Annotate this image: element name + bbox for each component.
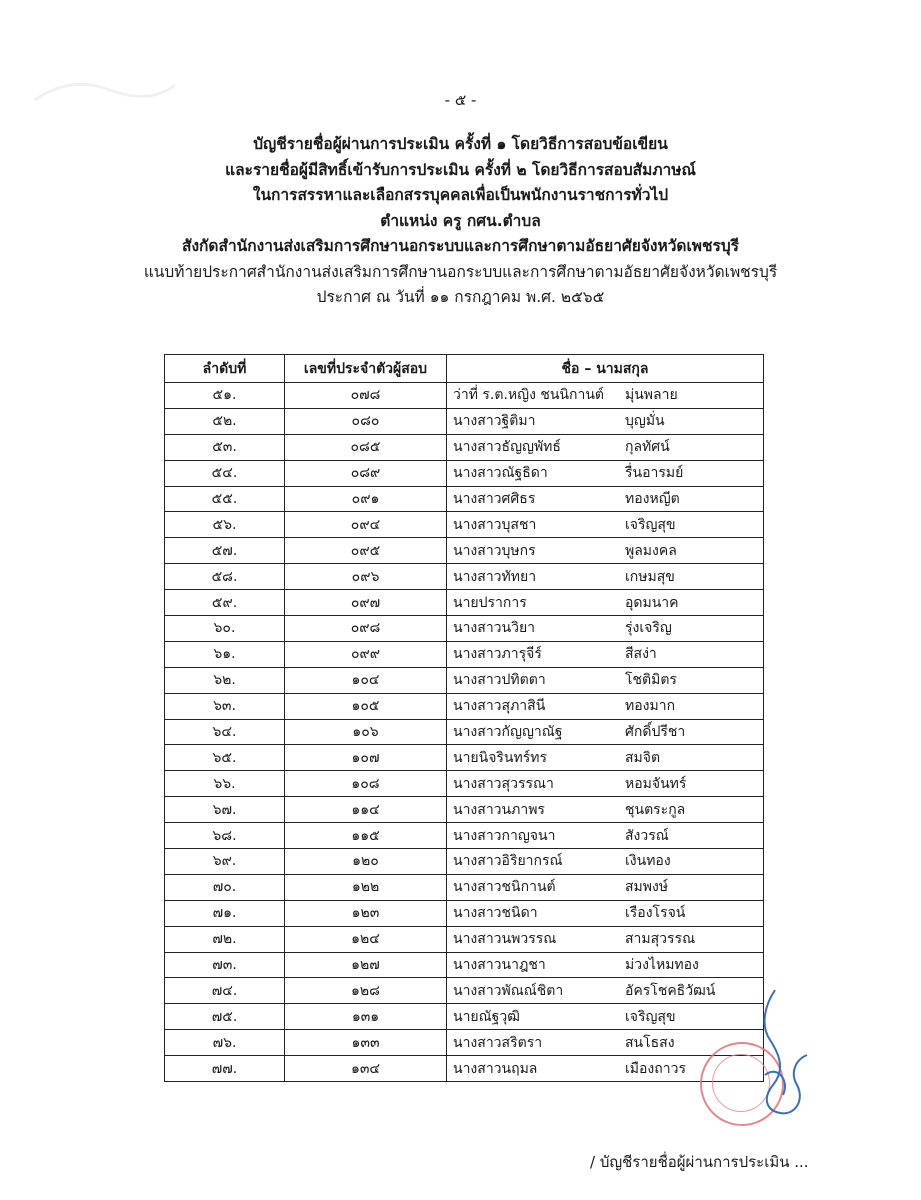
last-name: เจริญสุข: [625, 1008, 676, 1025]
last-name: เจริญสุข: [625, 516, 676, 533]
cell-order: ๖๑.: [165, 641, 285, 667]
table-row: [165, 408, 764, 434]
table-row: [165, 486, 764, 512]
table-row: [165, 745, 764, 771]
cell-full-name: [447, 978, 764, 1004]
cell-exam-number: ๑๐๔: [285, 667, 447, 693]
first-name: นางสาวปทิตตา: [453, 672, 546, 689]
cell-exam-number: ๑๒๔: [285, 926, 447, 952]
cell-exam-number: ๑๐๖: [285, 719, 447, 745]
cell-full-name: [447, 564, 764, 590]
first-name: นางสาวชนิดา: [453, 905, 538, 922]
header-exam-number: เลขที่ประจำตัวผู้สอบ: [285, 355, 447, 383]
cell-full-name: [447, 849, 764, 875]
table-row: [165, 926, 764, 952]
last-name: สีสง่า: [625, 646, 657, 663]
last-name: มุ่นพลาย: [625, 387, 678, 404]
cell-order: ๖๐.: [165, 616, 285, 642]
cell-order: ๕๑.: [165, 383, 285, 409]
last-name: กุลทัศน์: [625, 439, 670, 456]
table-row: [165, 512, 764, 538]
cell-exam-number: ๑๓๔: [285, 1056, 447, 1082]
signature: [735, 985, 815, 1120]
cell-full-name: [447, 797, 764, 823]
table-body: [165, 383, 764, 1082]
last-name: ทองหญีต: [625, 491, 680, 507]
cell-order: ๖๘.: [165, 823, 285, 849]
table-row: [165, 952, 764, 978]
first-name: นางสาวนาฎชา: [453, 957, 546, 974]
table-row: [165, 693, 764, 719]
cell-full-name: [447, 641, 764, 667]
last-name: ศักดิ์ปรีชา: [625, 724, 686, 741]
table-row: [165, 1004, 764, 1030]
cell-order: ๕๘.: [165, 564, 285, 590]
cell-exam-number: ๑๑๔: [285, 797, 447, 823]
cell-order: ๖๕.: [165, 745, 285, 771]
cell-order: ๕๖.: [165, 512, 285, 538]
cell-full-name: [447, 667, 764, 693]
first-name: นางสาวนฤมล: [453, 1060, 538, 1077]
last-name: สามสุวรรณ: [625, 931, 696, 948]
last-name: เงินทอง: [625, 853, 671, 870]
cell-full-name: [447, 434, 764, 460]
first-name: นางสาวณัฐธิดา: [453, 465, 548, 482]
document-heading: [0, 132, 921, 311]
last-name: บุญมั่น: [625, 413, 665, 430]
cell-exam-number: ๐๘๐: [285, 408, 447, 434]
cell-full-name: [447, 486, 764, 512]
table-row: [165, 667, 764, 693]
cell-order: ๕๒.: [165, 408, 285, 434]
last-name: รุ่งเจริญ: [625, 620, 672, 637]
heading-line: บัญชีรายชื่อผู้ผ่านการประเมิน ครั้งที่ ๑ โดยวิธีการสอบข้อเขียน: [253, 135, 668, 153]
cell-order: ๗๕.: [165, 1004, 285, 1030]
continue-note: / บัญชีรายชื่อผู้ผ่านการประเมิน ...: [590, 1153, 809, 1171]
cell-exam-number: ๐๙๑: [285, 486, 447, 512]
first-name: นางสาวนภาพร: [453, 801, 545, 818]
heading-line: สังกัดสำนักงานส่งเสริมการศึกษานอกระบบและการศึกษาตามอัธยาศัยจังหวัดเพชรบุรี: [182, 237, 739, 255]
cell-full-name: [447, 460, 764, 486]
first-name: นางสาวชนิกานต์: [453, 879, 556, 896]
table-row: [165, 590, 764, 616]
last-name: สังวรณ์: [625, 827, 669, 844]
first-name: นางสาวทัทยา: [453, 568, 537, 585]
cell-full-name: [447, 874, 764, 900]
table-row: [165, 874, 764, 900]
table-row: [165, 978, 764, 1004]
cell-exam-number: ๐๙๘: [285, 616, 447, 642]
cell-exam-number: ๐๙๔: [285, 512, 447, 538]
cell-order: ๕๕.: [165, 486, 285, 512]
first-name: นางสาวอิริยากรณ์: [453, 853, 563, 870]
cell-full-name: [447, 512, 764, 538]
first-name: ว่าที่ ร.ต.หญิง ชนนิกานต์: [453, 387, 604, 404]
last-name: เมืองถาวร: [625, 1060, 686, 1077]
cell-order: ๖๖.: [165, 771, 285, 797]
cell-full-name: [447, 590, 764, 616]
cell-order: ๕๔.: [165, 460, 285, 486]
last-name: ทองมาก: [625, 698, 676, 715]
first-name: นางสาวศศิธร: [453, 491, 536, 507]
cell-full-name: [447, 616, 764, 642]
first-name: นางสาวสุวรรณา: [453, 775, 554, 792]
cell-order: ๖๓.: [165, 693, 285, 719]
last-name: สมจิต: [625, 749, 661, 766]
cell-order: ๖๙.: [165, 849, 285, 875]
cell-exam-number: ๐๙๗: [285, 590, 447, 616]
table-row: [165, 1056, 764, 1082]
heading-line: และรายชื่อผู้มีสิทธิ์เข้ารับการประเมิน ครั้งที่ ๒ โดยวิธีการสอบสัมภาษณ์: [225, 160, 696, 179]
cell-order: ๗๑.: [165, 900, 285, 926]
last-name: หอมจันทร์: [625, 775, 687, 792]
heading-line: ในการสรรหาและเลือกสรรบุคคลเพื่อเป็นพนักงานราชการทั่วไป: [252, 186, 669, 204]
cell-exam-number: ๐๘๕: [285, 434, 447, 460]
first-name: นางสาวนพวรรณ: [453, 931, 557, 948]
last-name: พูลมงคล: [625, 542, 677, 559]
cell-exam-number: ๐๙๕: [285, 538, 447, 564]
table-row: [165, 383, 764, 409]
cell-order: ๕๙.: [165, 590, 285, 616]
table-row: [165, 823, 764, 849]
cell-order: ๗๗.: [165, 1056, 285, 1082]
table-row: [165, 771, 764, 797]
first-name: นางสาวพัณณ์ชิตา: [453, 982, 564, 999]
cell-exam-number: ๐๗๘: [285, 383, 447, 409]
first-name: นางสาวสริตรา: [453, 1034, 543, 1051]
cell-exam-number: ๑๐๗: [285, 745, 447, 771]
table-row: [165, 564, 764, 590]
first-name: นางสาวฐิติมา: [453, 413, 536, 430]
cell-order: ๖๗.: [165, 797, 285, 823]
header-order: ลำดับที่: [165, 355, 285, 383]
subheading-line: แนบท้ายประกาศสำนักงานส่งเสริมการศึกษานอกระบบและการศึกษาตามอัธยาศัยจังหวัดเพชรบุรี: [143, 262, 778, 281]
first-name: นางสาวบุสชา: [453, 516, 537, 533]
cell-exam-number: ๑๒๐: [285, 849, 447, 875]
first-name: นายนิจรินทร์ทร: [453, 749, 547, 766]
cell-exam-number: ๑๒๗: [285, 952, 447, 978]
cell-exam-number: ๑๓๑: [285, 1004, 447, 1030]
heading-line: ตำแหน่ง ครู กศน.ตำบล: [380, 211, 541, 230]
cell-exam-number: ๑๑๕: [285, 823, 447, 849]
first-name: นางสาวภารุจีร์: [453, 646, 542, 663]
first-name: นางสาวบุษกร: [453, 542, 536, 559]
cell-order: ๗๐.: [165, 874, 285, 900]
page-number: - ๕ -: [444, 91, 477, 109]
cell-exam-number: ๑๒๒: [285, 874, 447, 900]
first-name: นายปราการ: [453, 594, 527, 611]
last-name: โชติมิตร: [625, 672, 677, 689]
cell-exam-number: ๑๐๘: [285, 771, 447, 797]
cell-exam-number: ๐๘๙: [285, 460, 447, 486]
cell-order: ๗๔.: [165, 978, 285, 1004]
cell-exam-number: ๑๒๓: [285, 900, 447, 926]
last-name: สนโธสง: [625, 1034, 675, 1051]
cell-order: ๖๒.: [165, 667, 285, 693]
table-row: [165, 849, 764, 875]
cell-exam-number: ๐๙๖: [285, 564, 447, 590]
table-row: [165, 797, 764, 823]
cell-exam-number: ๑๒๘: [285, 978, 447, 1004]
cell-full-name: [447, 1004, 764, 1030]
last-name: สมพงษ์: [625, 879, 669, 896]
first-name: นายณัฐวุฒิ: [453, 1008, 520, 1025]
last-name: ม่วงไหมทอง: [625, 957, 699, 974]
cell-full-name: [447, 538, 764, 564]
table-row: [165, 538, 764, 564]
cell-full-name: [447, 926, 764, 952]
cell-full-name: [447, 823, 764, 849]
last-name: อัครโชคธิวัฒน์: [625, 982, 716, 999]
cell-full-name: [447, 408, 764, 434]
subheading-line: ประกาศ ณ วันที่ ๑๑ กรกฎาคม พ.ศ. ๒๕๖๕: [316, 288, 605, 306]
first-name: นางสาวธัญญพัทธ์: [453, 439, 561, 456]
first-name: นางสาวกัญญาณัฐ: [453, 724, 563, 741]
cell-exam-number: ๑๐๕: [285, 693, 447, 719]
cell-full-name: [447, 900, 764, 926]
cell-order: ๕๗.: [165, 538, 285, 564]
cell-full-name: [447, 719, 764, 745]
last-name: เรืองโรจน์: [625, 905, 686, 922]
last-name: เกษมสุข: [625, 568, 675, 585]
last-name: อุดมนาค: [625, 594, 679, 611]
cell-full-name: [447, 383, 764, 409]
table-row: [165, 900, 764, 926]
cell-exam-number: ๑๓๓: [285, 1030, 447, 1056]
cell-full-name: [447, 745, 764, 771]
table-row: [165, 719, 764, 745]
cell-order: ๗๒.: [165, 926, 285, 952]
header-full-name: ชื่อ – นามสกุล: [447, 355, 764, 383]
first-name: นางสาวนวิยา: [453, 620, 536, 637]
cell-order: ๗๖.: [165, 1030, 285, 1056]
cell-full-name: [447, 693, 764, 719]
first-name: นางสาวกาญจนา: [453, 827, 556, 844]
table-row: [165, 460, 764, 486]
last-name: ชุนตระกูล: [625, 801, 686, 818]
candidate-table: [164, 354, 764, 1082]
cell-full-name: [447, 952, 764, 978]
table-header-row: [165, 355, 764, 383]
table-row: [165, 434, 764, 460]
table-row: [165, 641, 764, 667]
cell-order: ๕๓.: [165, 434, 285, 460]
cell-exam-number: ๐๙๙: [285, 641, 447, 667]
first-name: นางสาวสุภาสินี: [453, 698, 546, 715]
cell-order: ๖๔.: [165, 719, 285, 745]
table-row: [165, 1030, 764, 1056]
table-row: [165, 616, 764, 642]
cell-full-name: [447, 771, 764, 797]
last-name: รื่นอารมย์: [625, 465, 684, 482]
cell-order: ๗๓.: [165, 952, 285, 978]
